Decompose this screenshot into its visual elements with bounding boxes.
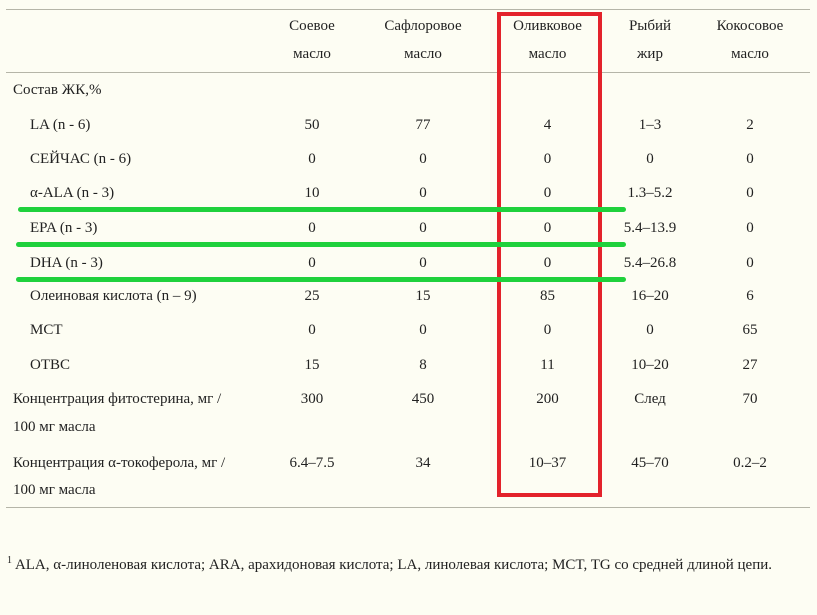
cell-safflower: 0 [419, 220, 427, 236]
cell-soy: 0 [308, 322, 316, 338]
cell-fish: 16–20 [631, 288, 669, 304]
highlight-underline [16, 242, 626, 247]
row-label-continued: 100 мг масла [13, 482, 96, 498]
cell-soy: 10 [304, 185, 320, 201]
cell-coconut: 2 [746, 117, 754, 133]
cell-fish: 0 [646, 151, 654, 167]
cell-coconut: 0 [746, 151, 754, 167]
row-label: α-ALA (n - 3) [30, 185, 115, 201]
cell-safflower: 450 [411, 391, 435, 407]
row-label: Концентрация фитостерина, мг / [13, 391, 222, 407]
row-label-continued: 100 мг масла [13, 419, 96, 435]
highlight-underline [16, 277, 626, 282]
cell-soy: 25 [304, 288, 320, 304]
highlight-underline [18, 207, 626, 212]
cell-olive: 200 [536, 391, 559, 407]
cell-coconut: 0 [746, 255, 754, 271]
cell-olive: 0 [543, 185, 552, 201]
cell-safflower: 0 [419, 322, 427, 338]
cell-soy: 6.4–7.5 [289, 455, 335, 471]
cell-coconut: 70 [742, 391, 758, 407]
section-label: Состав ЖК,% [13, 82, 102, 98]
cell-safflower: 0 [419, 185, 427, 201]
cell-safflower: 0 [419, 151, 427, 167]
cell-coconut: 6 [746, 288, 754, 304]
cell-olive: 0 [543, 220, 552, 236]
cell-fish: 1.3–5.2 [627, 185, 673, 201]
cell-soy: 300 [300, 391, 324, 407]
cell-soy: 0 [308, 255, 316, 271]
olive-oil-highlight-box [497, 12, 602, 497]
row-label: EPA (n - 3) [30, 220, 98, 236]
header-rule [6, 72, 810, 73]
cell-coconut: 0 [746, 185, 754, 201]
cell-olive: 10–37 [528, 455, 567, 471]
cell-olive: 85 [540, 288, 555, 304]
cell-soy: 0 [308, 220, 316, 236]
cell-fish: 1–3 [638, 117, 662, 133]
cell-soy: 50 [304, 117, 320, 133]
cell-fish: 5.4–26.8 [623, 255, 677, 271]
cell-olive: 11 [540, 357, 555, 373]
cell-olive: 0 [543, 322, 552, 338]
table-top-rule [6, 9, 810, 10]
cell-safflower: 8 [419, 357, 427, 373]
cell-olive: 4 [543, 117, 552, 133]
cell-soy: 15 [304, 357, 320, 373]
row-label: DHA (n - 3) [30, 255, 103, 271]
cell-olive: 0 [543, 255, 552, 271]
footnote-marker: 1 [7, 555, 12, 566]
row-label: MCT [30, 322, 63, 338]
cell-coconut: 0.2–2 [733, 455, 767, 471]
cell-safflower: 77 [415, 117, 431, 133]
cell-coconut: 65 [742, 322, 758, 338]
cell-safflower: 0 [419, 255, 427, 271]
cell-safflower: 15 [415, 288, 431, 304]
cell-coconut: 0 [746, 220, 754, 236]
row-label: Олеиновая кислота (n – 9) [30, 288, 197, 304]
cell-coconut: 27 [742, 357, 758, 373]
cell-fish: 0 [646, 322, 654, 338]
row-label: СЕЙЧАС (n - 6) [30, 151, 132, 167]
cell-fish: 5.4–13.9 [623, 220, 677, 236]
row-label: OTBC [30, 357, 71, 373]
cell-soy: 0 [308, 151, 316, 167]
cell-olive: 0 [543, 151, 552, 167]
cell-fish: 10–20 [631, 357, 669, 373]
footnote [7, 552, 797, 579]
row-label: Концентрация α-токоферола, мг / [13, 455, 226, 471]
cell-safflower: 34 [415, 455, 431, 471]
table-bottom-rule [6, 507, 810, 508]
footnote-text: ALA, α-линоленовая кислота; ARA, арахидоновая кислота; LA, линолевая кислота; MCT, TG со средней длиной цепи. [14, 557, 773, 573]
row-label: LA (n - 6) [30, 117, 91, 133]
cell-fish: След [634, 391, 666, 407]
nutrition-table: Соевое масло Сафлоровое масло Оливковое масло Рыбий жир Кокосовое масло Состав ЖК,% LA (n - 6) 50 77 4 1–3 2 СЕЙЧАС (n - 6) 0 0 0 0 0 α-ALA (n - 3) 10 0 0 1.3–5.2 0 EPA (n - 3) 0 0 0 5.4–13.9 0 DHA (n - 3) 0 0 0 5.4–26.8 0 Олеиновая кислота (n – 9) 25 15 85 16–20 6 MCT 0 0 0 0 65 OTBC 15 8 11 10–20 27 Концентрация фитостерина, мг / 100 мг масла 300 450 200 След 70 Концентрация α-токоферола, мг / 100 мг масла 6.4–7.5 34 10–37 45–70 0.2–2 $^1$ ALA, α-линоленовая кислота; ARA, арахидоновая кислота; LA, линолевая кислота; MCT, TG со средней длиной цепи. [0, 0, 817, 615]
cell-fish: 45–70 [631, 455, 669, 471]
